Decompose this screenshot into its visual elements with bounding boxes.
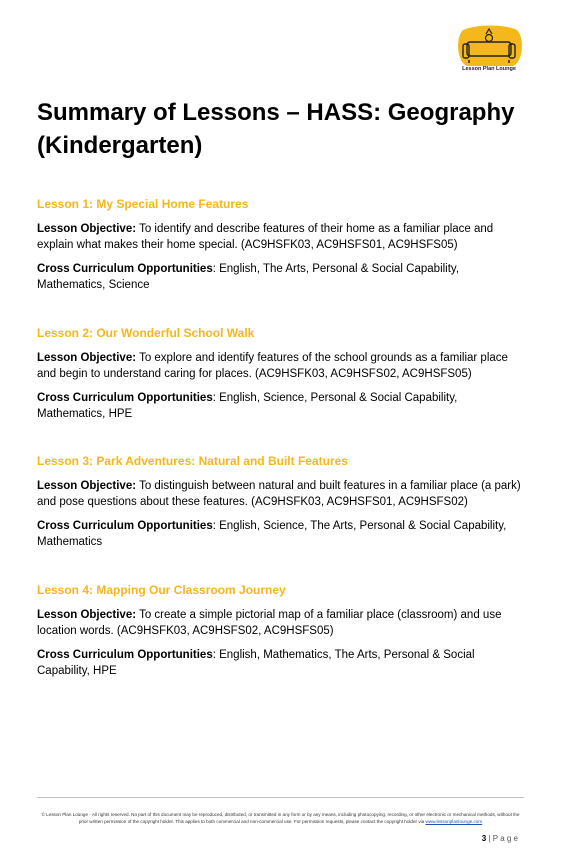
objective-label: Lesson Objective: <box>37 609 137 621</box>
lesson-heading: Lesson 1: My Special Home Features <box>37 197 249 211</box>
objective-text: To explore and identify features of the school grounds as a familiar place and begin to understand caring for places. (AC9HSFK03, AC9HSFS02, AC9HSFS05) <box>37 352 508 380</box>
page-title: Summary of Lessons – HASS: Geography (Kindergarten) <box>37 99 515 159</box>
copyright-text: © Lesson Plan Lounge - All rights reserved. No part of this document may be reproduced, distributed, or transmitted in any form or by any means, including photocopying, recording, or other electronic or mechanical methods, without the prior written permission of the copyright holder. This applies to both commercial and non-commercial use. For permission requests, please contact the copyright holder via <box>41 812 520 824</box>
lesson-objective <box>37 350 527 382</box>
cross-curriculum <box>37 261 527 293</box>
lesson-objective <box>37 221 527 253</box>
cross-curriculum-text: : English, Mathematics, The Arts, Personal & Social Capability, HPE <box>37 649 475 677</box>
cross-curriculum-label: Cross Curriculum Opportunities <box>37 520 213 532</box>
page-number-value: 3 <box>481 834 487 843</box>
objective-label: Lesson Objective: <box>37 223 137 235</box>
objective-label: Lesson Objective: <box>37 480 137 492</box>
lesson-section-4 <box>37 583 527 687</box>
cross-curriculum-label: Cross Curriculum Opportunities <box>37 392 213 404</box>
cross-curriculum-text: : English, Science, Personal & Social Capability, Mathematics, HPE <box>37 392 458 420</box>
cross-curriculum-text: : English, The Arts, Personal & Social Capability, Mathematics, Science <box>37 263 460 291</box>
lesson-objective <box>37 478 527 510</box>
lesson-section-3 <box>37 454 527 558</box>
objective-text: To identify and describe features of their home as a familiar place and explain what makes their home special. (AC9HSFK03, AC9HSFS01, AC9HSFS05) <box>37 223 494 251</box>
lesson-section-2 <box>37 326 527 430</box>
lesson-heading: Lesson 2: Our Wonderful School Walk <box>37 326 255 340</box>
cross-curriculum-label: Cross Curriculum Opportunities <box>37 263 213 275</box>
objective-label: Lesson Objective: <box>37 352 137 364</box>
logo-caption: Lesson Plan Lounge <box>462 66 516 72</box>
objective-text: To create a simple pictorial map of a familiar place (classroom) and use location words. (AC9HSFK03, AC9HSFS02, AC9HSFS05) <box>37 609 502 637</box>
website-link[interactable]: www.lessonplanlounge.com <box>425 818 483 824</box>
cross-curriculum <box>37 390 527 422</box>
cross-curriculum <box>37 647 527 679</box>
page-number: 3 | P a g e <box>481 834 518 843</box>
page-label: P a g e <box>492 834 518 843</box>
lesson-heading: Lesson 3: Park Adventures: Natural and Built Features <box>37 454 348 468</box>
lesson-objective <box>37 607 527 639</box>
cross-curriculum-text: : English, Science, The Arts, Personal & Social Capability, Mathematics <box>37 520 507 548</box>
footer-divider <box>37 797 524 798</box>
footer-copyright <box>37 812 524 825</box>
lesson-section-1 <box>37 197 527 301</box>
cross-curriculum <box>37 518 527 550</box>
cross-curriculum-label: Cross Curriculum Opportunities <box>37 649 213 661</box>
lesson-heading: Lesson 4: Mapping Our Classroom Journey <box>37 583 286 597</box>
objective-text: To distinguish between natural and built features in a familiar place (a park) and pose questions about these features. (AC9HSFK03, AC9HSFS01, AC9HSFS02) <box>37 480 521 508</box>
